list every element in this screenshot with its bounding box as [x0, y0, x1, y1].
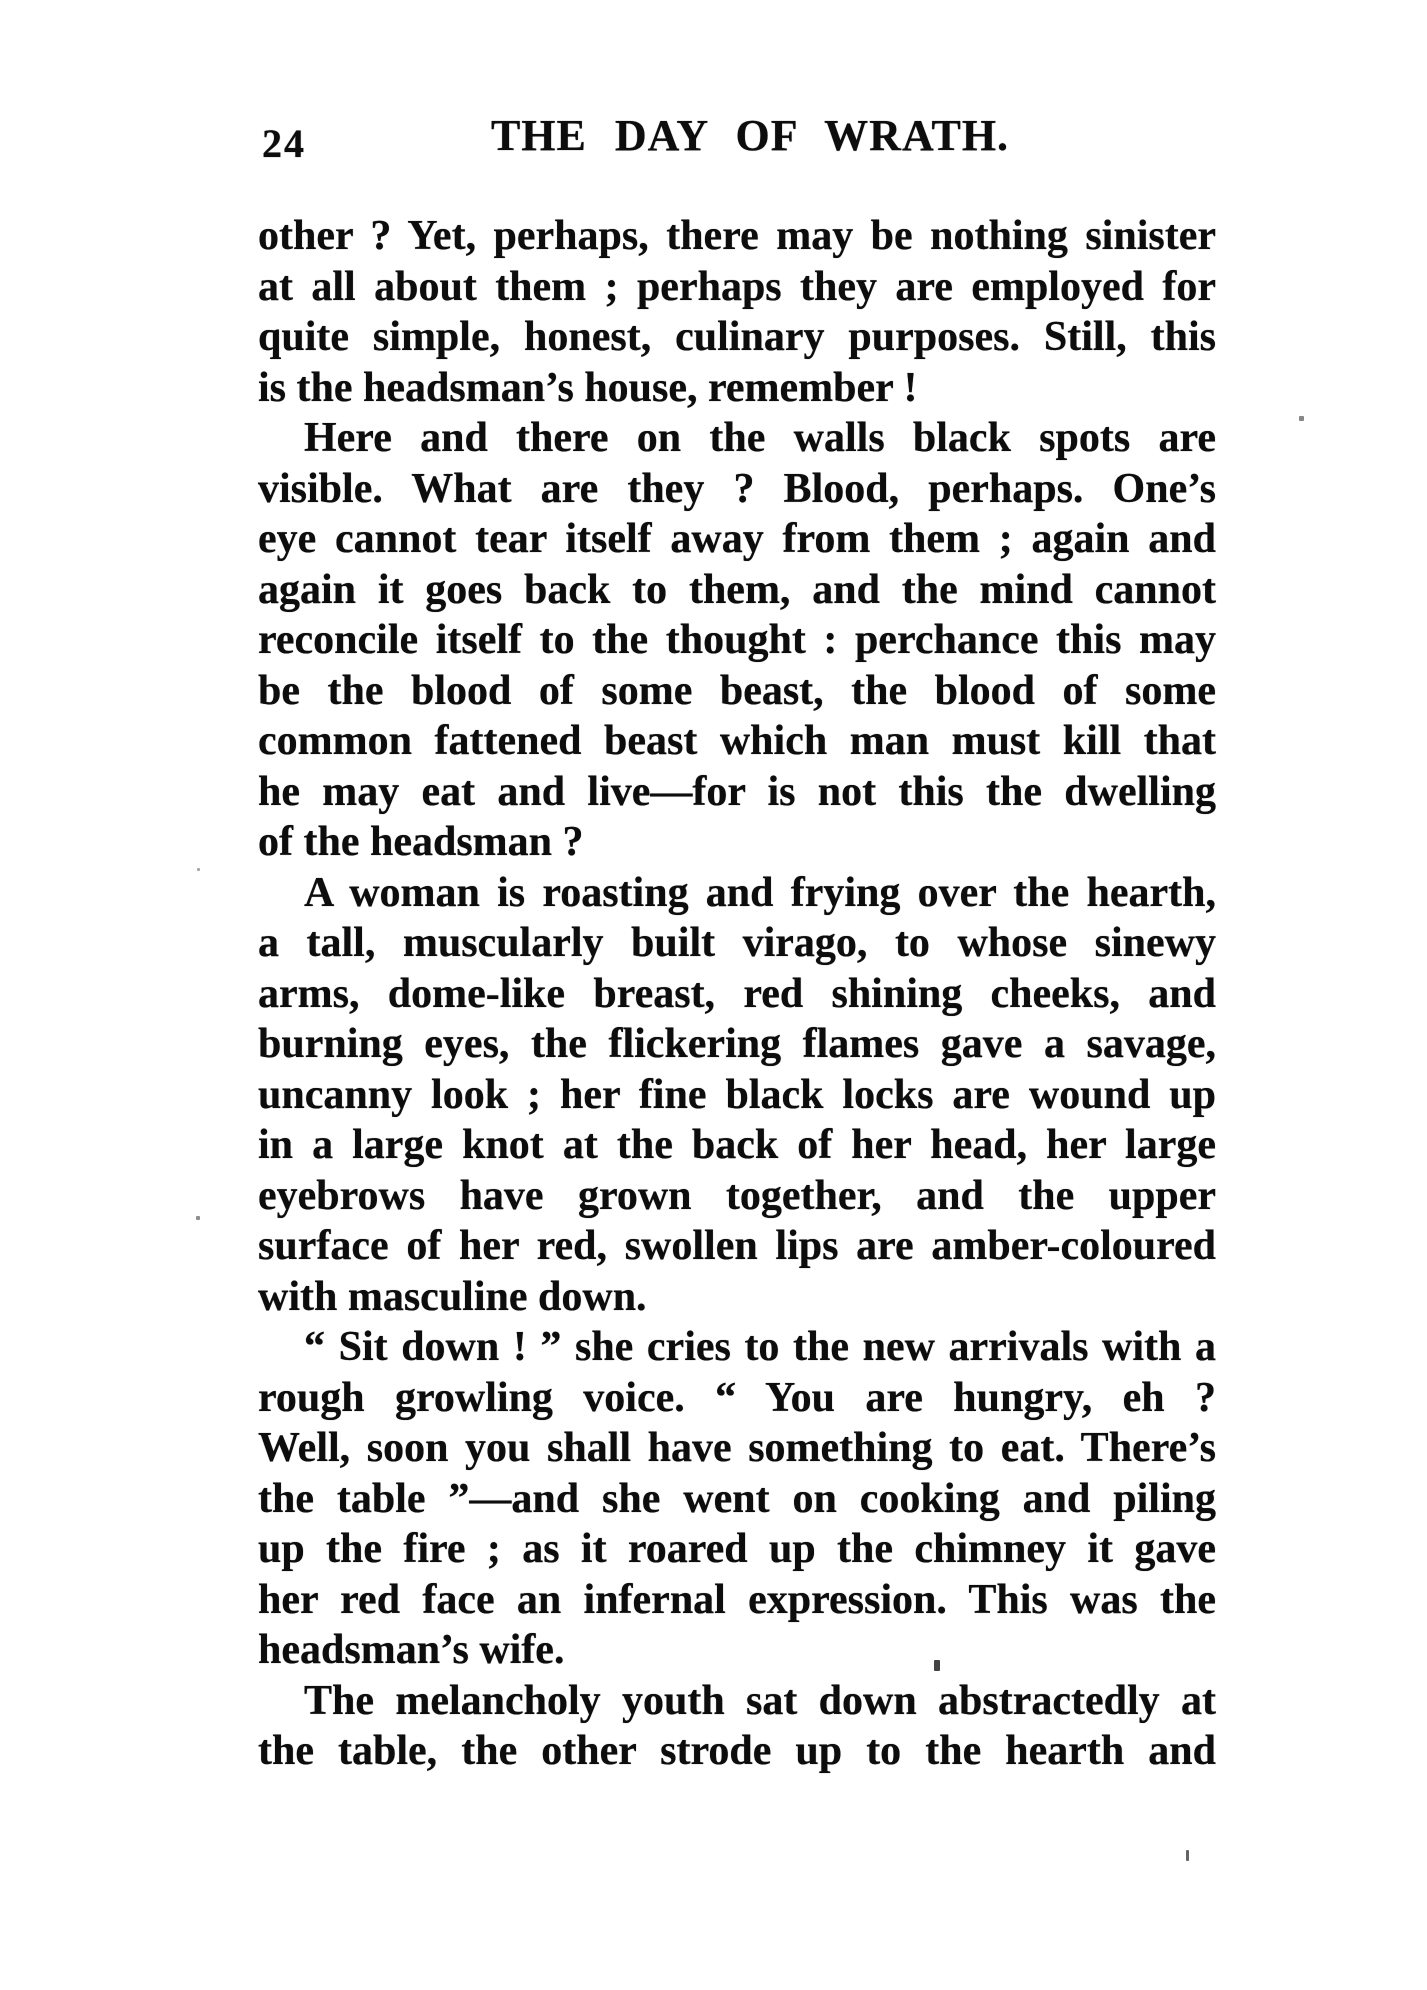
text-line: Well, soon you shall have something to eat. There’s [258, 1425, 1216, 1471]
text-line: “ Sit down ! ” she cries to the new arrivals with a [304, 1324, 1216, 1370]
text-line: common fattened beast which man must kill that [258, 718, 1216, 764]
text-line: eyebrows have grown together, and the upper [258, 1172, 1216, 1219]
scan-speck [1299, 416, 1304, 421]
scan-speck [934, 1660, 940, 1671]
page-number: 24 [262, 121, 306, 166]
scan-speck [197, 868, 200, 871]
text-line: her red face an infernal expression. This was the [258, 1576, 1216, 1623]
running-header-title: THE DAY OF WRATH. [490, 111, 1010, 160]
text-line: reconcile itself to the thought : perchance this may [258, 617, 1216, 663]
scan-speck [196, 1216, 200, 1220]
text-line: quite simple, honest, culinary purposes. Still, this [258, 314, 1216, 360]
text-line: headsman’s wife. [258, 1627, 565, 1673]
text-line: of the headsman ? [258, 819, 584, 865]
text-line: up the fire ; as it roared up the chimney it gave [258, 1526, 1216, 1572]
text-line: uncanny look ; her fine black locks are wound up [258, 1071, 1216, 1118]
text-line: The melancholy youth sat down abstractedly at [304, 1677, 1216, 1724]
text-line: the table ”—and she went on cooking and piling [258, 1475, 1216, 1522]
text-line: again it goes back to them, and the mind cannot [258, 566, 1216, 613]
text-line: visible. What are they ? Blood, perhaps. One’s [258, 465, 1216, 512]
text-line: in a large knot at the back of her head, her large [258, 1122, 1216, 1168]
text-line: at all about them ; perhaps they are employed for [258, 263, 1216, 310]
text-line: eye cannot tear itself away from them ; again and [258, 516, 1216, 562]
text-line: rough growling voice. “ You are hungry, eh ? [258, 1374, 1216, 1421]
text-line: be the blood of some beast, the blood of some [258, 667, 1216, 714]
text-line: is the headsman’s house, remember ! [258, 364, 918, 411]
text-block [258, 211, 1216, 1777]
text-line: burning eyes, the flickering flames gave a savage, [258, 1021, 1216, 1067]
scan-speck [1186, 1850, 1189, 1861]
text-line: arms, dome-like breast, red shining cheeks, and [258, 970, 1216, 1017]
text-line: the table, the other strode up to the hearth and [258, 1728, 1216, 1774]
text-line: with masculine down. [258, 1273, 647, 1320]
text-line: he may eat and live—for is not this the dwelling [258, 768, 1216, 815]
text-line: a tall, muscularly built virago, to whose sinewy [258, 920, 1216, 966]
text-line: Here and there on the walls black spots are [304, 415, 1216, 461]
text-line: A woman is roasting and frying over the hearth, [304, 869, 1216, 916]
text-line: surface of her red, swollen lips are amber-coloured [258, 1223, 1216, 1269]
text-line: other ? Yet, perhaps, there may be nothing sinister [258, 213, 1216, 259]
